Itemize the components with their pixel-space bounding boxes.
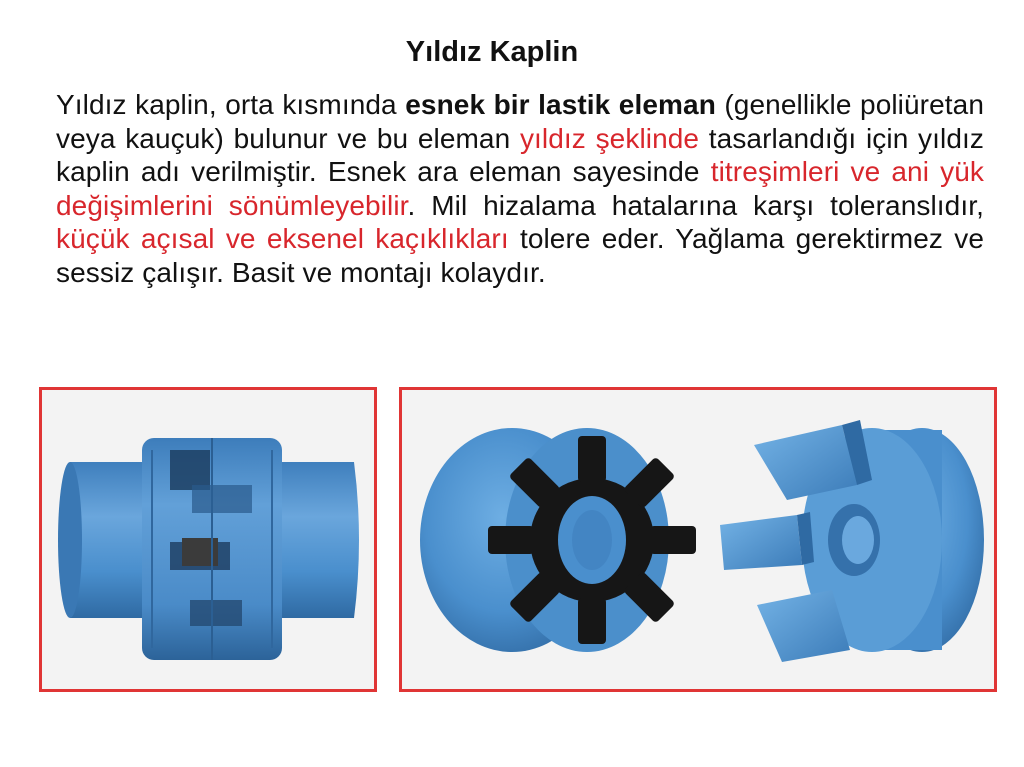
- assembled-coupling-image: [39, 387, 377, 692]
- text-segment: (genellikle poliüretan veya kauçuk) bulunur ve bu eleman: [56, 89, 984, 154]
- bold-text-segment: esnek bir lastik eleman: [405, 89, 716, 120]
- text-segment: . Mil hizalama hatalarına karşı toleranslıdır,: [407, 189, 984, 221]
- highlight-text-segment: yıldız şeklinde: [519, 122, 700, 154]
- highlight-text-segment: küçük açısal ve eksenel kaçıklıkları: [56, 223, 509, 255]
- description-paragraph: [56, 88, 984, 290]
- text-segment: tolere eder. Yağlama gerektirmez ve sessiz çalışır. Basit ve montajı kolaydır.: [56, 223, 985, 288]
- page-title: Yıldız Kaplin: [405, 36, 579, 68]
- exploded-coupling-image: [399, 387, 997, 692]
- highlight-text-segment: titreşimleri ve ani yük değişimlerini sönümleyebilir: [56, 156, 984, 221]
- text-segment: tasarlandığı için yıldız kaplin adı verilmiştir. Esnek ara eleman sayesinde: [56, 122, 984, 188]
- text-segment: Yıldız kaplin, orta kısmında: [56, 89, 406, 120]
